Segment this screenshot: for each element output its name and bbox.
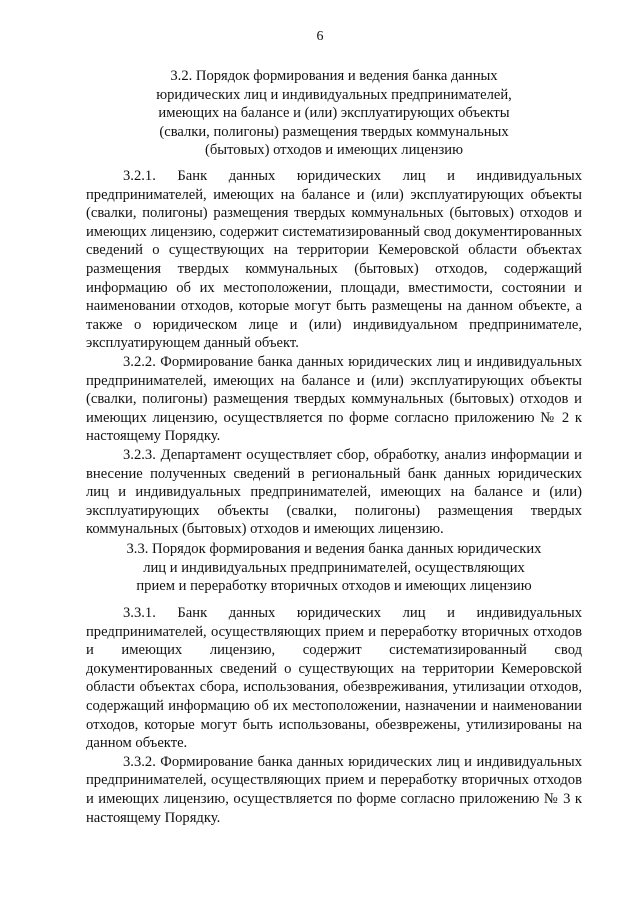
paragraph-3-2-2: 3.2.2. Формирование банка данных юридических лиц и индивидуальных предпринимателей, имеющих на балансе и (или) эксплуатирующих объекты (свалки, полигоны) размещения твердых коммунальных (бытовых) отходов и имеющих лицензию, осуществляется по форме согласно приложению № 2 к настоящему Порядку. <box>86 353 582 445</box>
section-3-3-heading <box>86 540 582 596</box>
heading-line: (свалки, полигоны) размещения твердых коммунальных <box>159 123 509 140</box>
paragraph-3-2-3: 3.2.3. Департамент осуществляет сбор, обработку, анализ информации и внесение полученных сведений в региональный банк данных юридических лиц и индивидуальных предпринимателей, имеющих на балансе и (или) эксплуатирующих объекты (свалки, полигоны) размещения твердых коммунальных (бытовых) отходов и имеющих лицензию. <box>86 446 582 538</box>
heading-line: лиц и индивидуальных предпринимателей, осуществляющих <box>143 559 525 576</box>
section-3-2-heading <box>86 67 582 160</box>
heading-line: имеющих на балансе и (или) эксплуатирующих объекты <box>158 105 510 122</box>
paragraph-3-3-1: 3.3.1. Банк данных юридических лиц и индивидуальных предпринимателей, осуществляющих прием и переработку вторичных отходов и имеющих лицензию, содержит систематизированный свод документированных сведений о существующих на территории Кемеровской области объектах сбора, использования, обезвреживания, утилизации отходов, содержащий информацию об их местоположении, назначении и наименовании отходов, которые могут быть использованы, обезврежены, утилизированы на данном объекте. <box>86 605 582 752</box>
page-number: 6 <box>316 29 324 44</box>
paragraph-3-3-2: 3.3.2. Формирование банка данных юридических лиц и индивидуальных предпринимателей, осуществляющих прием и переработку вторичных отходов и имеющих лицензию, осуществляется по форме согласно приложению № 3 к настоящему Порядку. <box>86 753 582 826</box>
heading-line: 3.3. Порядок формирования и ведения банка данных юридических <box>126 541 542 557</box>
paragraph-3-2-1: 3.2.1. Банк данных юридических лиц и индивидуальных предпринимателей, имеющих на балансе и (или) эксплуатирующих объекты (свалки, полигоны) размещения твердых коммунальных (бытовых) отходов и имеющих лицензию, содержит систематизированный свод документированных сведений о существующих на территории Кемеровской области объектах размещения твердых коммунальных (бытовых) отходов, содержащий информацию об их местоположении, площади, вместимости, состоянии и наименовании отходов, которые могут быть размещены на данном объекте, а также о юридическом лице и (или) индивидуальном предпринимателе, эксплуатирующем данный объект. <box>86 168 582 352</box>
section-3-3-body <box>86 604 582 827</box>
heading-line: юридических лиц и индивидуальных предпринимателей, <box>156 86 512 103</box>
section-3-2-body <box>86 167 582 539</box>
heading-line: прием и переработку вторичных отходов и имеющих лицензию <box>136 578 532 595</box>
heading-line: 3.2. Порядок формирования и ведения банка данных <box>170 68 498 84</box>
heading-line: (бытовых) отходов и имеющих лицензию <box>205 142 463 159</box>
